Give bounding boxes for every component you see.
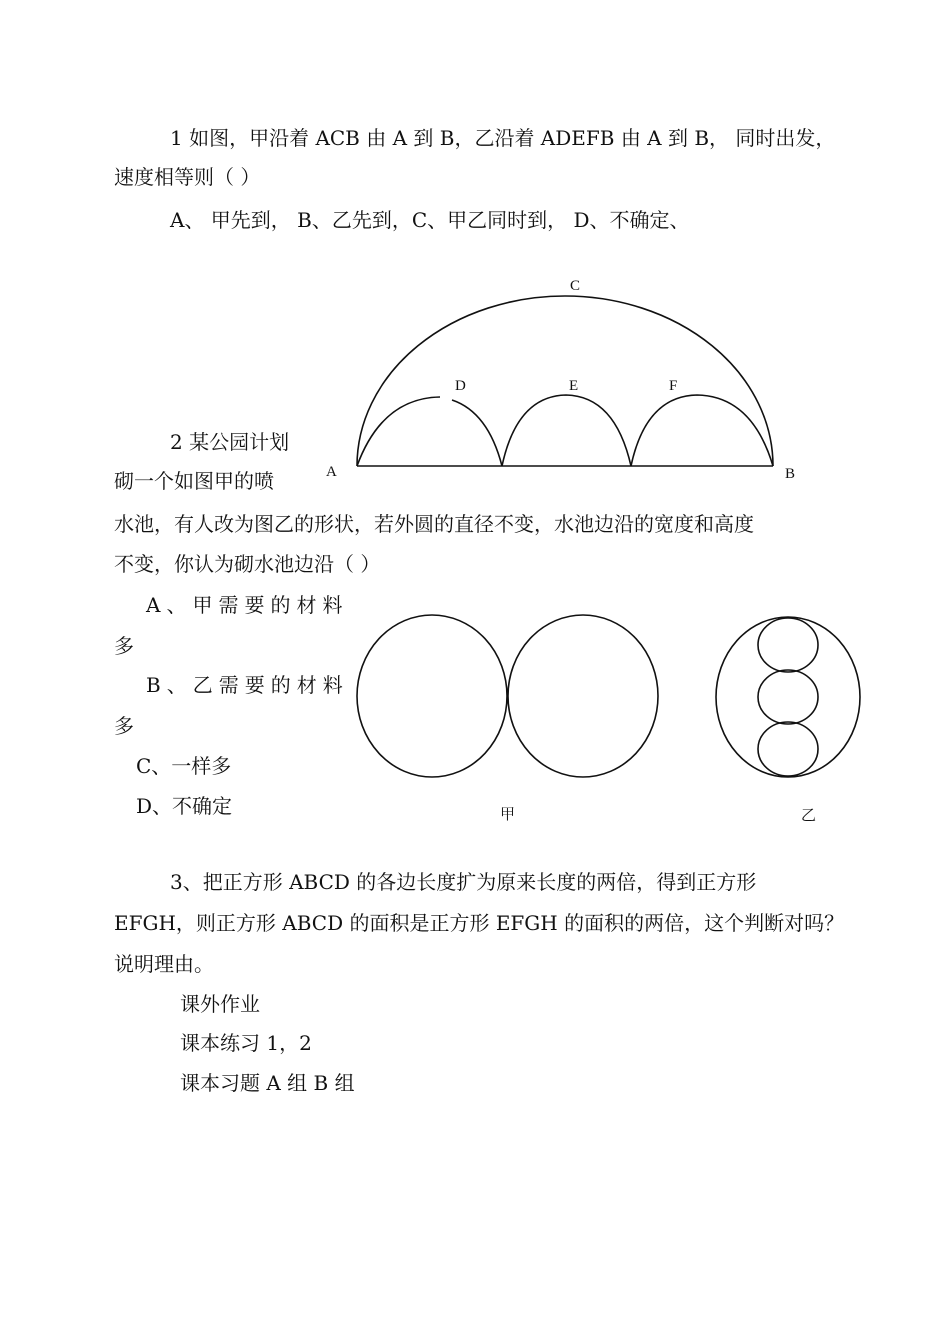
q3-line2: EFGH，则正方形 ABCD 的面积是正方形 EFGH 的面积的两倍，这个判断对吗？ bbox=[114, 911, 845, 935]
label-e: E bbox=[569, 378, 579, 394]
label-b: B bbox=[785, 466, 796, 482]
caption-jia: 甲 bbox=[500, 807, 516, 823]
label-d: D bbox=[455, 378, 466, 394]
q2-option-a-line1: A、甲需要的材料 bbox=[146, 593, 349, 617]
homework-title: 课外作业 bbox=[180, 992, 260, 1016]
q2-line2: 砌一个如图甲的喷 bbox=[114, 469, 274, 493]
q2-option-b-line2: 多 bbox=[114, 714, 134, 738]
pool-jia-left-circle bbox=[357, 615, 507, 777]
q3-line1: 3、把正方形 ABCD 的各边长度扩为原来长度的两倍，得到正方形 bbox=[170, 870, 757, 894]
q2-option-b-line1: B、乙需要的材料 bbox=[146, 673, 349, 697]
homework-item-2: 课本习题 A 组 B 组 bbox=[180, 1071, 355, 1095]
pool-yi-middle-circle bbox=[758, 670, 818, 724]
pool-yi-outer-circle bbox=[716, 617, 860, 777]
q1-options: A、 甲先到， B、乙先到，C、甲乙同时到， D、不确定、 bbox=[170, 208, 690, 232]
q2-line4: 不变，你认为砌水池边沿（ ） bbox=[114, 552, 381, 576]
pool-yi-top-circle bbox=[758, 618, 818, 672]
q2-option-c: C、一样多 bbox=[136, 754, 232, 778]
label-c: C bbox=[570, 278, 581, 294]
q2-line3: 水池，有人改为图乙的形状，若外圆的直径不变，水池边沿的宽度和高度 bbox=[114, 512, 754, 536]
pool-jia-right-circle bbox=[508, 615, 658, 777]
label-a: A bbox=[326, 464, 337, 480]
q3-line3: 说明理由。 bbox=[114, 952, 214, 976]
homework-item-1: 课本练习 1，2 bbox=[180, 1031, 312, 1055]
pool-yi-bottom-circle bbox=[758, 722, 818, 776]
label-f: F bbox=[669, 378, 678, 394]
q2-line1: 2 某公园计划 bbox=[170, 430, 290, 454]
q2-option-a-line2: 多 bbox=[114, 634, 134, 658]
q1-line2: 速度相等则（ ） bbox=[114, 165, 261, 189]
q2-option-d: D、不确定 bbox=[136, 794, 233, 818]
q1-line1: 1 如图，甲沿着 ACB 由 A 到 B，乙沿着 ADEFB 由 A 到 B， 同时出发， bbox=[170, 126, 836, 150]
caption-yi: 乙 bbox=[801, 808, 817, 824]
